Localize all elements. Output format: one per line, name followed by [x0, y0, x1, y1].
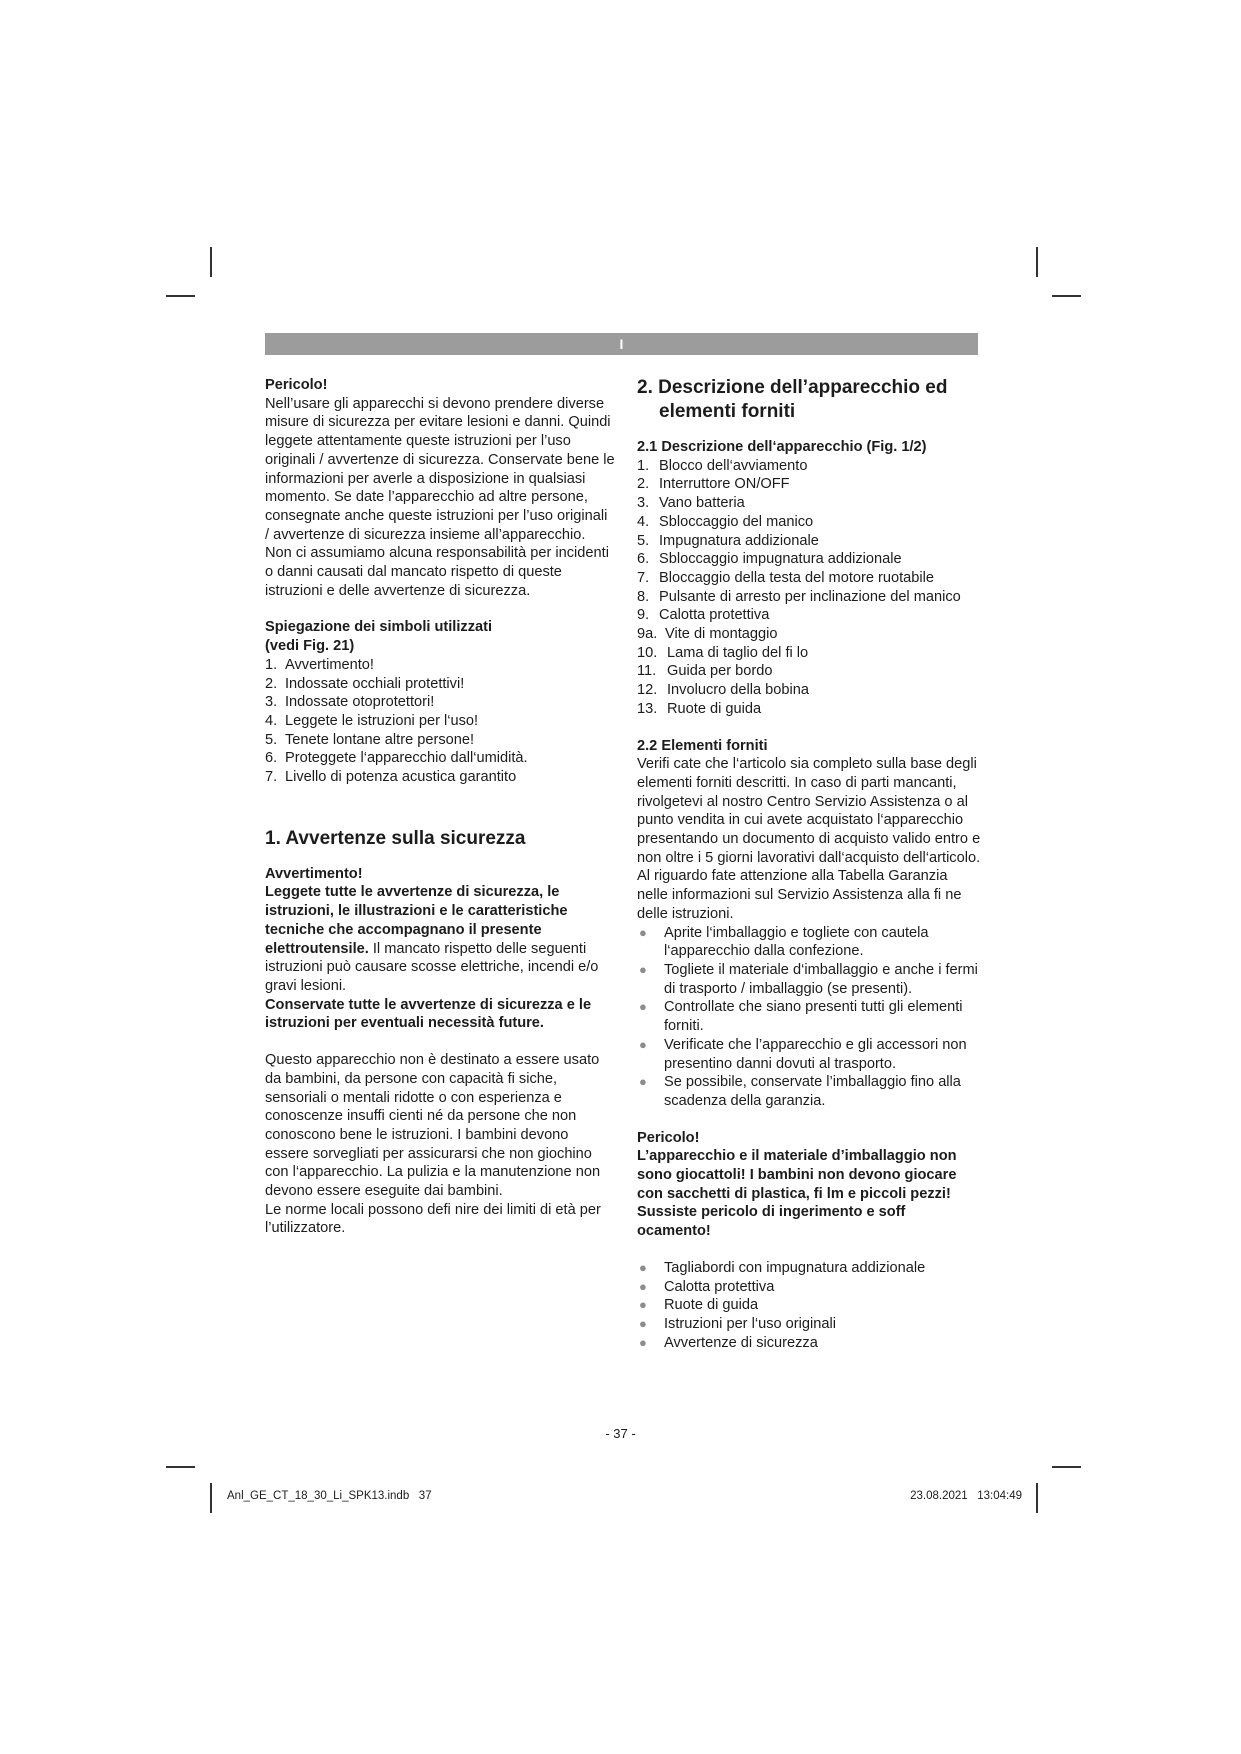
symbols-subtitle: (vedi Fig. 21) — [265, 638, 355, 655]
list-item: 5. Impugnatura addizionale — [637, 532, 819, 549]
danger-2-title: Pericolo! — [637, 1129, 700, 1146]
crop-mark — [1036, 247, 1038, 277]
list-item: 2. Interruttore ON/OFF — [637, 476, 790, 493]
bullet-icon: ● — [639, 924, 647, 940]
right-column — [637, 376, 982, 1352]
danger-title: Pericolo! — [265, 377, 328, 393]
bullet-icon: ● — [639, 1036, 647, 1052]
list-item: 7. Bloccaggio della testa del motore ruotabile — [637, 569, 935, 586]
danger-2-text: L’apparecchio e il materiale d’imballaggio non sono giocattoli! I bambini non devono giocare con sacchetti di plastica, fi lm e piccoli pezzi! Sussiste pericolo di ingerimento e soff ocamento! — [637, 1148, 957, 1240]
symbols-list — [265, 656, 615, 787]
list-item: 7. Livello di potenza acustica garantito — [265, 769, 517, 786]
delivery-paragraph: Verifi cate che l‘articolo sia completo sulla base degli elementi forniti descritti. In caso di parti mancanti, rivolgetevi al nostro Centro Servizio Assistenza o al punto vendita in cui avete acquistato l‘apparecchio presentando un documento di acquisto valido entro e non oltre i 5 giorni lavorativi dall‘acquisto dell‘articolo. Al riguardo fate attenzione alla Tabella Garanzia nelle informazioni sul Servizio Assistenza alla fi ne delle istruzioni. — [637, 756, 981, 922]
danger-text: Nell’usare gli apparecchi si devono prendere diverse misure di sicurezza per evitare lesioni e danni. Quindi leggete attentamente queste istruzioni per l’uso originali / avvertenze di sicurezza. Conservate bene le informazioni per averle a disposizione in qualsiasi momento. Se date l’apparecchio ad altre persone, consegnate anche queste istruzioni per l’uso originali / avvertenze di sicurezza insieme all’apparecchio. Non ci assumiamo alcuna responsabilità per incidenti o danni causati dal mancato rispetto di queste istruzioni e delle avvertenze di sicurezza. — [265, 395, 615, 599]
list-item: 9. Calotta protettiva — [637, 607, 770, 624]
list-item: 6. Proteggete l‘apparecchio dall‘umidità. — [265, 750, 528, 767]
list-item: 6. Sbloccaggio impugnatura addizionale — [637, 551, 902, 568]
bullet-icon: ● — [639, 999, 647, 1015]
list-item: 1. Avvertimento! — [265, 656, 374, 673]
list-item: ● Istruzioni per l‘uso originali — [639, 1315, 836, 1332]
list-item: 10. Lama di taglio del fi lo — [637, 644, 809, 661]
page-number: - 37 - — [605, 1426, 636, 1441]
crop-mark — [210, 1483, 212, 1513]
footer-date-time: 23.08.2021 13:04:49 — [910, 1490, 1022, 1502]
subsection-2-2-title: 2.2 Elementi forniti — [637, 737, 768, 754]
bullet-icon: ● — [639, 1074, 647, 1090]
bullet-icon: ● — [639, 1278, 647, 1294]
list-item: ● Togliete il materiale d‘imballaggio e anche i fermi di trasporto / imballaggio (se presenti). — [639, 961, 978, 997]
children-paragraph: Questo apparecchio non è destinato a essere usato da bambini, da persone con capacità fi siche, sensoriali o mentali ridotte o con esperienza e conoscenze insuffi cienti né da persone che non conoscono bene le istruzioni. I bambini devono essere sorvegliati per assicurarsi che non giochino con l‘apparecchio. La pulizia e la manutenzione non devono essere eseguite dai bambini. — [265, 1052, 601, 1200]
list-item: 3. Indossate otoprotettori! — [265, 694, 435, 711]
crop-mark — [166, 295, 195, 297]
list-item: 2. Indossate occhiali protettivi! — [265, 675, 465, 692]
list-item: ● Ruote di guida — [639, 1297, 759, 1314]
list-item: ● Verificate che l’apparecchio e gli accessori non presentino danni dovuti al trasporto. — [639, 1036, 967, 1072]
symbols-title: Spiegazione dei simboli utilizzati — [265, 619, 493, 636]
list-item: 12. Involucro della bobina — [637, 682, 809, 699]
local-rules-paragraph: Le norme locali possono defi nire dei limiti di età per l’utilizzatore. — [265, 1201, 601, 1237]
list-item: 1. Blocco dell‘avviamento — [637, 457, 808, 474]
warning-title: Avvertimento! — [265, 865, 363, 882]
left-column — [265, 376, 615, 1238]
list-item: ● Calotta protettiva — [639, 1278, 775, 1295]
list-item: ● Avvertenze di sicurezza — [639, 1334, 818, 1351]
list-item: 8. Pulsante di arresto per inclinazione del manico — [637, 588, 961, 605]
parts-list — [637, 457, 982, 719]
warning-paragraph: Leggete tutte le avvertenze di sicurezza, le istruzioni, le illustrazioni e le caratteristiche tecniche che accompagnano il presente elettroutensile. Il mancato rispetto delle seguenti istruzioni può causare scosse elettriche, incendi e/o gravi lesioni. — [265, 884, 599, 994]
section-2-title: 2. Descrizione dell’apparecchio ed elementi forniti — [637, 377, 948, 422]
crop-mark — [1036, 1483, 1038, 1513]
list-item: 11. Guida per bordo — [637, 663, 773, 680]
language-header-bar — [265, 333, 978, 355]
section-1-title: 1. Avvertenze sulla sicurezza — [265, 827, 526, 849]
list-item: ● Aprite l‘imballaggio e togliete con cautela l‘apparecchio dalla confezione. — [639, 924, 929, 960]
list-item: 13. Ruote di guida — [637, 700, 762, 717]
bullet-icon: ● — [639, 1259, 647, 1275]
footer-file-name: Anl_GE_CT_18_30_Li_SPK13.indb 37 — [227, 1490, 432, 1502]
list-item: 4. Leggete le istruzioni per l‘uso! — [265, 712, 479, 729]
bullet-icon: ● — [639, 961, 647, 977]
list-item: 9a. Vite di montaggio — [637, 626, 778, 643]
crop-mark — [166, 1466, 195, 1468]
bullet-icon: ● — [639, 1334, 647, 1350]
keep-instructions-notice: Conservate tutte le avvertenze di sicurezza e le istruzioni per eventuali necessità future. — [265, 996, 592, 1032]
crop-mark — [1052, 295, 1081, 297]
subsection-2-1-title: 2.1 Descrizione dell‘apparecchio (Fig. 1/2) — [637, 439, 927, 455]
list-item: ● Tagliabordi con impugnatura addizionale — [639, 1259, 926, 1276]
unpacking-steps-list — [637, 924, 982, 1111]
list-item: ● Se possibile, conservate l’imballaggio fino alla scadenza della garanzia. — [639, 1074, 961, 1109]
crop-mark — [210, 247, 212, 277]
list-item: ● Controllate che siano presenti tutti gli elementi forniti. — [639, 999, 963, 1035]
list-item: 5. Tenete lontane altre persone! — [265, 731, 475, 748]
list-item: 3. Vano batteria — [637, 495, 745, 512]
bullet-icon: ● — [639, 1297, 647, 1313]
crop-mark — [1052, 1466, 1081, 1468]
contents-list — [637, 1259, 982, 1353]
bullet-icon: ● — [639, 1315, 647, 1331]
list-item: 4. Sbloccaggio del manico — [637, 513, 814, 530]
language-marker: I — [619, 336, 624, 352]
